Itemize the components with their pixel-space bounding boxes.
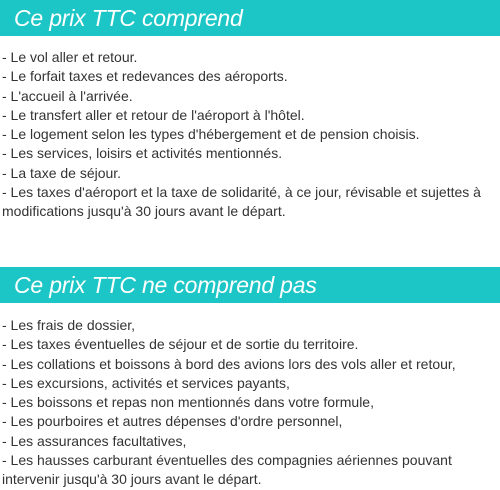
price-includes-section (0, 0, 500, 220)
list-item: - Les boissons et repas non mentionnés dans votre formule, (2, 394, 374, 411)
list-item: - Les taxes d'aéroport et la taxe de solidarité, à ce jour, révisable et sujettes à modifications jusqu'à 30 jours avant le départ. (2, 184, 481, 220)
price-includes-list (2, 48, 496, 222)
list-item: - Le forfait taxes et redevances des aéroports. (2, 68, 288, 85)
list-item: - La taxe de séjour. (2, 164, 122, 181)
list-item: - Les assurances facultatives, (2, 432, 187, 449)
list-item: - Les hausses carburant éventuelles des compagnies aériennes pouvant intervenir jusqu'à 30 jours avant le départ. (2, 452, 452, 488)
list-item: - L'accueil à l'arrivée. (2, 87, 133, 104)
list-item: - Les collations et boissons à bord des avions lors des vols aller et retour, (2, 355, 456, 372)
list-item: - Les services, loisirs et activités mentionnés. (2, 145, 283, 162)
list-item: - Les frais de dossier, (2, 317, 136, 333)
price-excludes-header (0, 267, 500, 303)
list-item: - Les taxes éventuelles de séjour et de sortie du territoire. (2, 336, 359, 353)
price-excludes-list (2, 316, 496, 490)
price-includes-title: Ce prix TTC comprend (14, 4, 243, 31)
list-item: - Le vol aller et retour. (2, 49, 138, 65)
price-includes-header (0, 0, 500, 36)
price-excludes-section (0, 267, 500, 488)
list-item: - Les excursions, activités et services payants, (2, 374, 290, 391)
list-item: - Le logement selon les types d'hébergement et de pension choisis. (2, 126, 420, 143)
list-item: - Les pourboires et autres dépenses d'ordre personnel, (2, 413, 343, 430)
list-item: - Le transfert aller et retour de l'aéroport à l'hôtel. (2, 106, 305, 123)
price-excludes-title: Ce prix TTC ne comprend pas (14, 271, 317, 298)
